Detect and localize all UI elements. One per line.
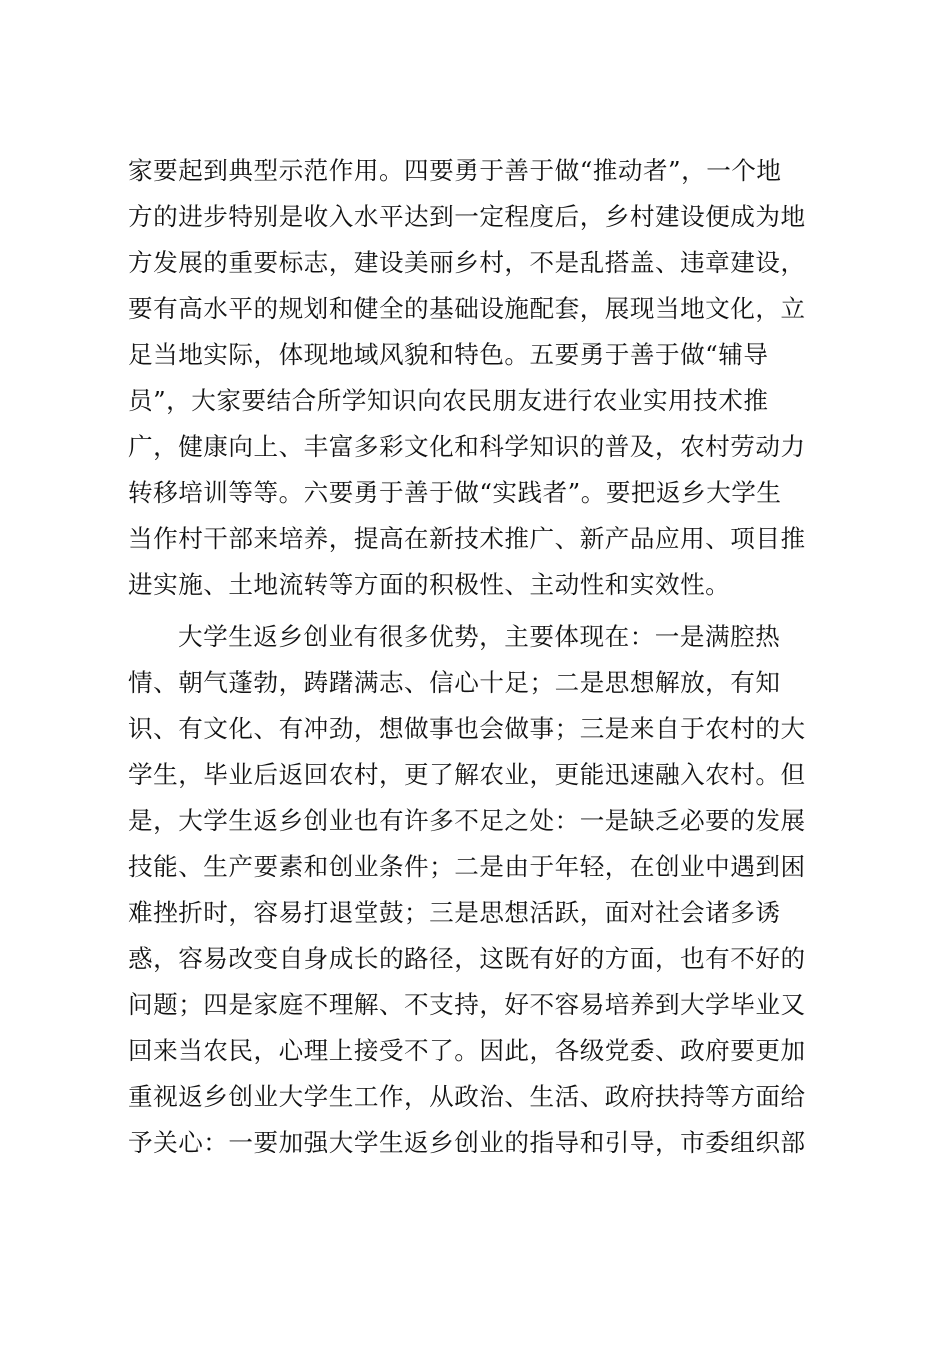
paragraph-1-line-8: 转移培训等等。六要勇于善于做“实践者”。要把返乡大学生 <box>128 478 782 507</box>
paragraph-1-line-2: 方的进步特别是收入水平达到一定程度后，乡村建设便成为地 <box>128 202 806 231</box>
paragraph-2-line-2: 情、朝气蓬勃，踌躇满志、信心十足；二是思想解放，有知 <box>128 668 781 697</box>
paragraph-2-line-6: 技能、生产要素和创业条件；二是由于年轻，在创业中遇到困 <box>128 852 806 881</box>
paragraph-1-line-9: 当作村干部来培养，提高在新技术推广、新产品应用、项目推 <box>128 524 806 553</box>
paragraph-2-line-5: 是，大学生返乡创业也有许多不足之处：一是缺乏必要的发展 <box>128 806 806 835</box>
paragraph-1-line-5: 足当地实际，体现地域风貌和特色。五要勇于善于做“辅导 <box>128 340 769 369</box>
paragraph-2-line-1: 大学生返乡创业有很多优势，主要体现在：一是满腔热 <box>178 622 781 651</box>
paragraph-2-line-10: 回来当农民，心理上接受不了。因此，各级党委、政府要更加 <box>128 1036 806 1065</box>
paragraph-1-line-10: 进实施、土地流转等方面的积极性、主动性和实效性。 <box>128 570 731 599</box>
paragraph-1-line-6: 员”，大家要结合所学知识向农民朋友进行农业实用技术推 <box>128 386 769 415</box>
paragraph-2-line-12: 予关心：一要加强大学生返乡创业的指导和引导，市委组织部 <box>128 1128 806 1157</box>
paragraph-2-line-4: 学生，毕业后返回农村，更了解农业，更能迅速融入农村。但 <box>128 760 806 789</box>
paragraph-1-line-7: 广，健康向上、丰富多彩文化和科学知识的普及，农村劳动力 <box>128 432 806 461</box>
paragraph-1-line-4: 要有高水平的规划和健全的基础设施配套，展现当地文化，立 <box>128 294 806 323</box>
paragraph-2-line-9: 问题；四是家庭不理解、不支持，好不容易培养到大学毕业又 <box>128 990 806 1019</box>
paragraph-1-line-3: 方发展的重要标志，建设美丽乡村，不是乱搭盖、违章建设， <box>128 248 806 277</box>
paragraph-2-line-3: 识、有文化、有冲劲，想做事也会做事；三是来自于农村的大 <box>128 714 806 743</box>
paragraph-2-line-8: 惑，容易改变自身成长的路径，这既有好的方面，也有不好的 <box>128 944 806 973</box>
paragraph-1-line-1: 家要起到典型示范作用。四要勇于善于做“推动者”，一个地 <box>128 156 782 185</box>
paragraph-2-line-7: 难挫折时，容易打退堂鼓；三是思想活跃，面对社会诸多诱 <box>128 898 781 927</box>
paragraph-2-line-11: 重视返乡创业大学生工作，从政治、生活、政府扶持等方面给 <box>128 1082 806 1111</box>
